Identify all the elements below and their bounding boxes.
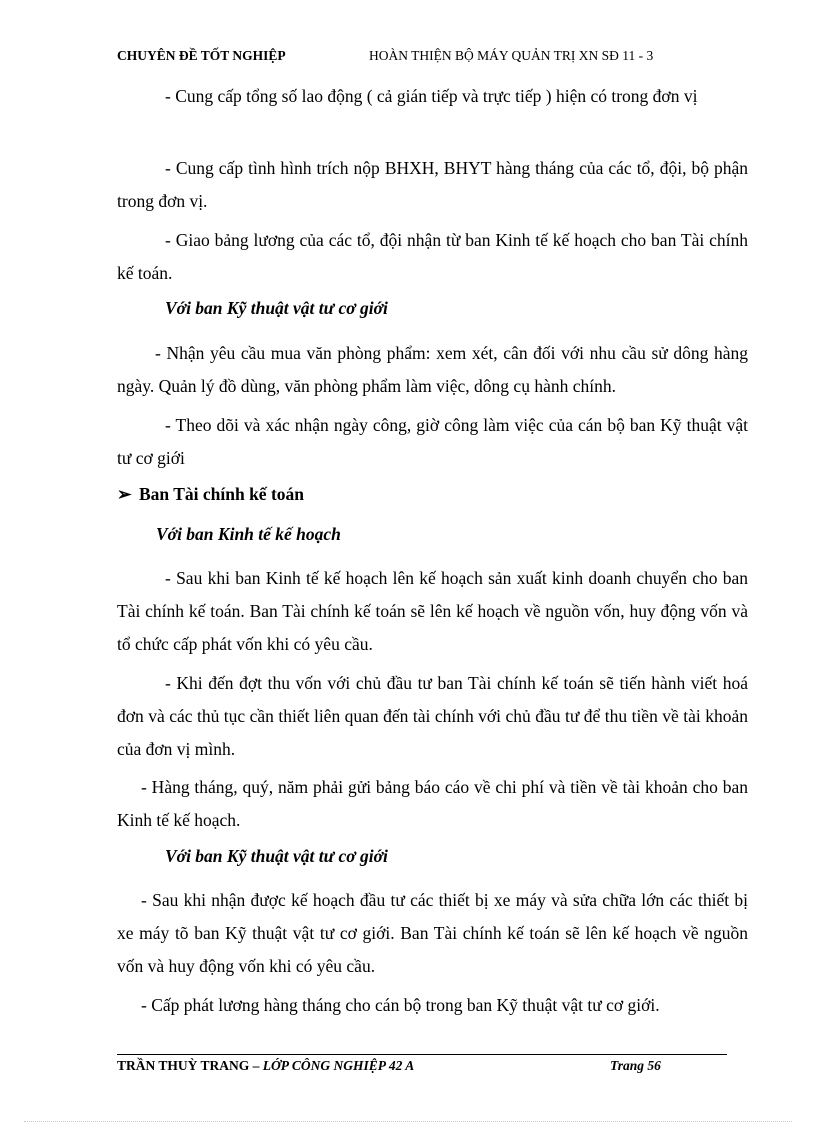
paragraph: - Cung cấp tình hình trích nộp BHXH, BHYT hàng tháng của các tổ, đội, bộ phận trong đơn vị. [117, 158, 748, 211]
footer-author: TRẦN THUỲ TRANG – [117, 1058, 263, 1073]
header-right-title: HOÀN THIỆN BỘ MÁY QUẢN TRỊ XN SĐ 11 - 3 [369, 48, 654, 63]
paragraph: - Khi đến đợt thu vốn với chủ đầu tư ban Tài chính kế toán sẽ tiến hành viết hoá đơn và các thủ tục cần thiết liên quan đến tài chính với chủ đầu tư để thu tiền về tài khoản của đơn vị mình. [117, 673, 748, 759]
subheading-ktvt-2: Với ban Kỹ thuật vật tư cơ giới [165, 846, 388, 866]
subheading-kthk: Với ban Kinh tế kế hoạch [156, 524, 341, 544]
paragraph: - Cung cấp tổng số lao động ( cả gián tiếp và trực tiếp ) hiện có trong đơn vị [165, 86, 698, 106]
subheading-ktvt-1: Với ban Kỹ thuật vật tư cơ giới [165, 298, 388, 318]
paragraph: - Theo dõi và xác nhận ngày công, giờ công làm việc của cán bộ ban Kỹ thuật vật tư cơ giới [117, 415, 748, 468]
header-left-title: CHUYÊN ĐỀ TỐT NGHIỆP [117, 48, 286, 63]
paragraph: - Sau khi nhận được kế hoạch đầu tư các thiết bị xe máy và sửa chữa lớn các thiết bị xe máy tõ ban Kỹ thuật vật tư cơ giới. Ban Tài chính kế toán sẽ lên kế hoạch về nguồn vốn và huy động vốn khi có yêu cầu. [117, 890, 748, 976]
paragraph: - Sau khi ban Kinh tế kế hoạch lên kế hoạch sản xuất kinh doanh chuyển cho ban Tài chính kế toán. Ban Tài chính kế toán sẽ lên kế hoạch về nguồn vốn, huy động vốn và tổ chức cấp phát vốn khi có yêu cầu. [117, 568, 748, 654]
paragraph: - Nhận yêu cầu mua văn phòng phẩm: xem xét, cân đối với nhu cầu sử dông hàng ngày. Quản lý đồ dùng, văn phòng phẩm làm việc, dông cụ hành chính. [117, 343, 748, 396]
footer-class: LỚP CÔNG NGHIỆP 42 A [262, 1058, 415, 1073]
paragraph: - Hàng tháng, quý, năm phải gửi bảng báo cáo về chi phí và tiền về tài khoản cho ban Kinh tế kế hoạch. [117, 777, 748, 830]
section-title: Ban Tài chính kế toán [139, 484, 305, 504]
paragraph: - Giao bảng lương của các tổ, đội nhận từ ban Kinh tế kế hoạch cho ban Tài chính kế toán. [117, 230, 748, 283]
page-footer [117, 1058, 727, 1074]
page-bottom-border [24, 1121, 792, 1122]
arrow-bullet-icon: ➢ [117, 484, 132, 504]
paragraph: - Cấp phát lương hàng tháng cho cán bộ trong ban Kỹ thuật vật tư cơ giới. [141, 995, 660, 1015]
section-heading [117, 484, 304, 505]
page-number: Trang 56 [610, 1058, 661, 1073]
footer-divider [117, 1054, 727, 1055]
